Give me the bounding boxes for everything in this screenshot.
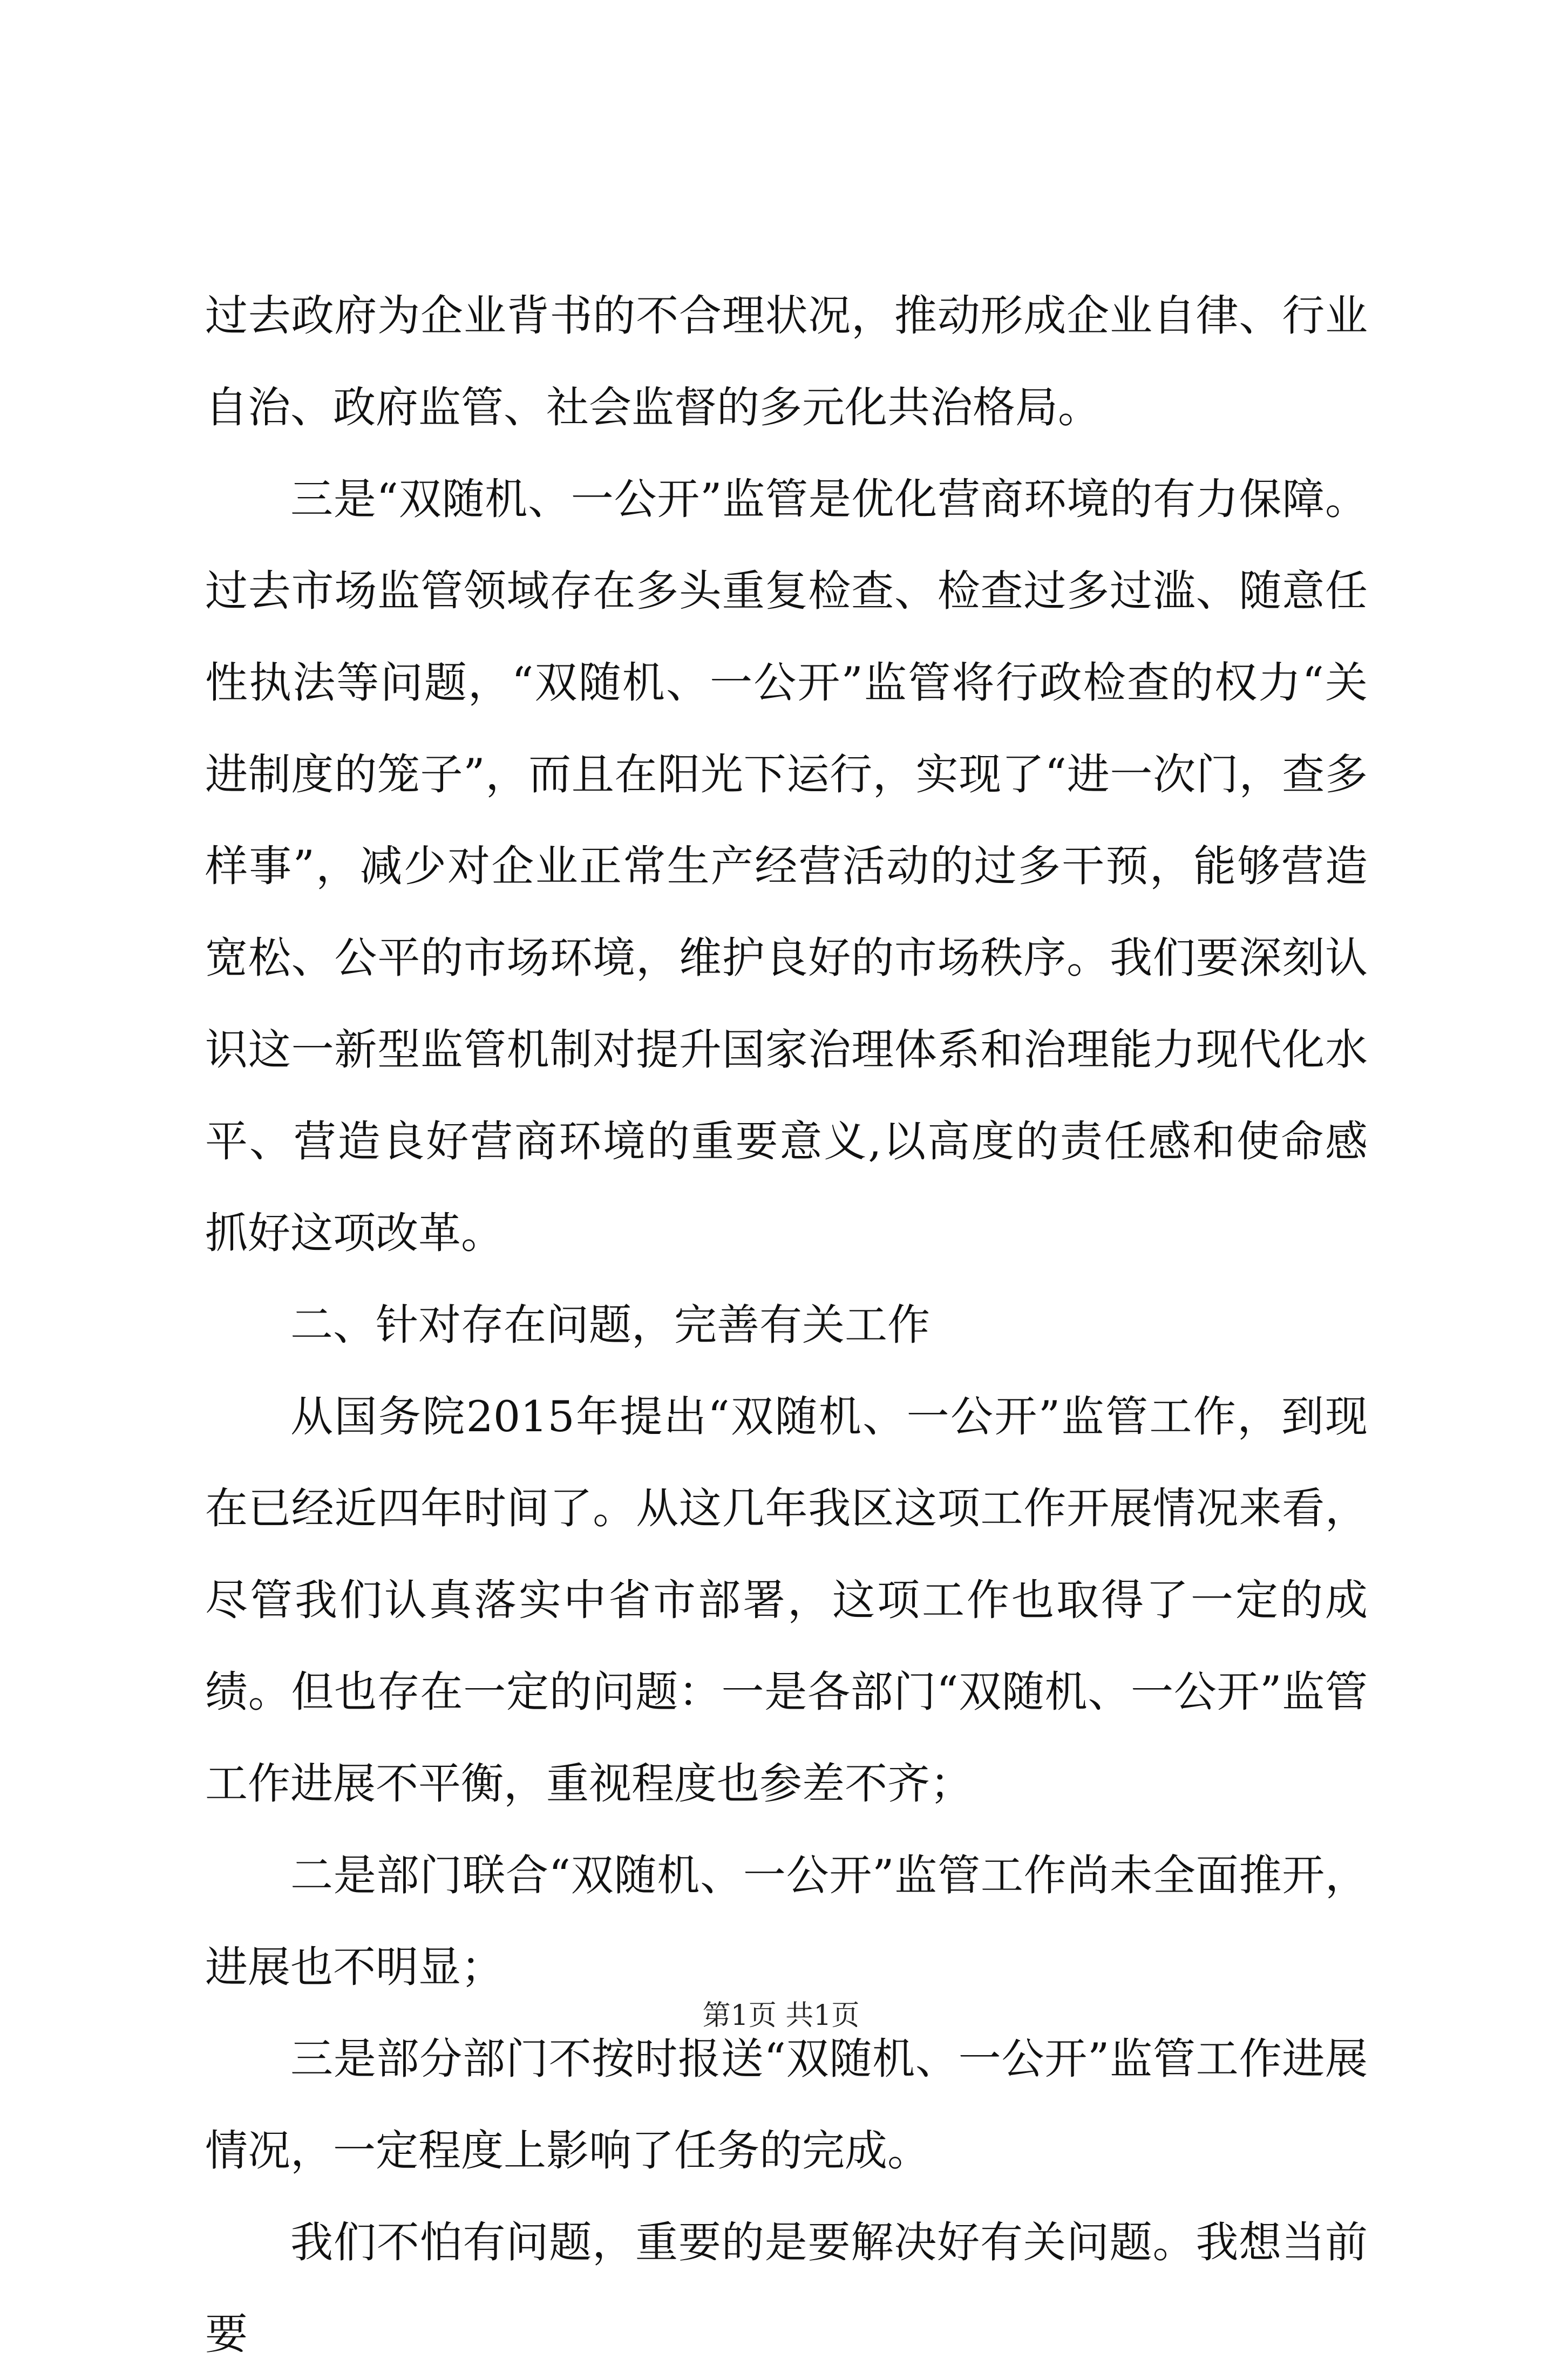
document-body xyxy=(205,270,1368,2380)
page-number: 第1页 共1页 xyxy=(702,2000,860,2032)
paragraph: 三是部分部门不按时报送“双随机、一公开”监管工作进展情况，一定程度上影响了任务的完成。 xyxy=(205,2034,1368,2175)
section-heading: 二、针对存在问题，完善有关工作 xyxy=(290,1300,930,1350)
paragraph: 过去政府为企业背书的不合理状况，推动形成企业自律、行业自治、政府监管、社会监督的多元化共治格局。 xyxy=(205,291,1368,432)
paragraph: 二是部门联合“双随机、一公开”监管工作尚未全面推开，进展也不明显； xyxy=(205,1851,1368,1992)
paragraph: 从国务院2015年提出“双随机、一公开”监管工作，到现在已经近四年时间了。从这几年我区这项工作开展情况来看，尽管我们认真落实中省市部署，这项工作也取得了一定的成绩。但也存在一定的问题：一是各部门“双随机、一公开”监管工作进展不平衡，重视程度也参差不齐； xyxy=(205,1392,1368,1808)
page-footer xyxy=(0,1997,1562,2035)
paragraph: 我们不怕有问题，重要的是要解决好有关问题。我想当前要 xyxy=(205,2218,1368,2359)
paragraph: 三是“双随机、一公开”监管是优化营商环境的有力保障。过去市场监管领域存在多头重复检查、检查过多过滥、随意任性执法等问题，“双随机、一公开”监管将行政检查的权力“关进制度的笼子”，而且在阳光下运行，实现了“进一次门，查多样事”，减少对企业正常生产经营活动的过多干预，能够营造宽松、公平的市场环境，维护良好的市场秩序。我们要深刻认识这一新型监管机制对提升国家治理体系和治理能力现代化水平、营造良好营商环境的重要意义,以高度的责任感和使命感抓好这项改革。 xyxy=(205,474,1368,1258)
